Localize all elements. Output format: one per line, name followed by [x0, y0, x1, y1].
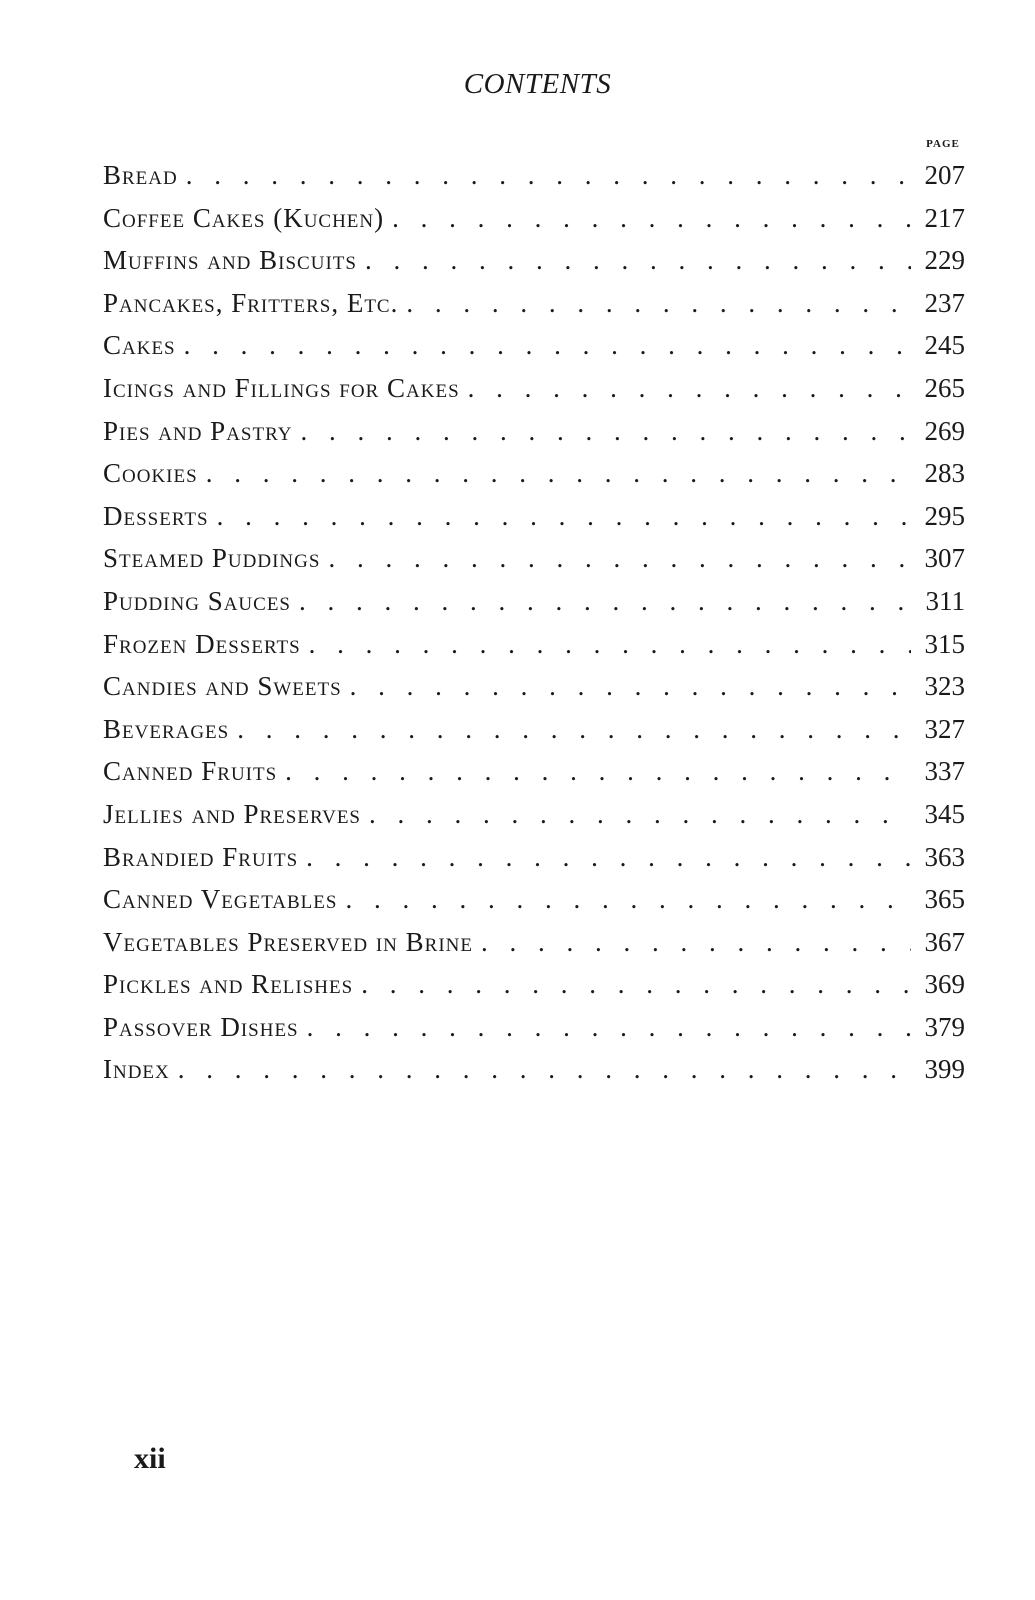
toc-entry: [103, 239, 965, 282]
toc-entry-page: 307: [924, 543, 965, 574]
toc-entry-title: Pudding Sauces: [103, 585, 292, 616]
toc-entry-title: Icings and Fillings for Cakes: [103, 372, 460, 403]
toc-entry: [103, 1006, 965, 1049]
toc-entry-page: 207: [924, 160, 965, 190]
dot-leader: [369, 793, 911, 836]
toc-entry: [103, 324, 965, 367]
toc-entry-title: Steamed Puddings: [103, 543, 321, 574]
toc-entry: [103, 623, 965, 666]
toc-entry-page: 237: [924, 287, 965, 318]
toc-entry-page: 217: [924, 202, 965, 233]
dot-leader: [392, 197, 911, 240]
toc-entry-title: Pickles and Relishes: [103, 969, 354, 1000]
toc-entry-page: 367: [924, 926, 965, 957]
toc-entry-title: Muffins and Biscuits: [103, 245, 357, 276]
toc-entry-page: 311: [925, 585, 965, 616]
dot-leader: [299, 580, 911, 623]
toc-entry-title: Cookies: [103, 458, 198, 489]
toc-entry: [103, 921, 965, 964]
toc-entry-page: 365: [924, 884, 965, 915]
toc-entry: [103, 154, 965, 197]
toc-entry-page: 369: [924, 969, 965, 1000]
table-of-contents: [103, 154, 965, 1091]
dot-leader: [481, 921, 911, 964]
toc-entry: [103, 665, 965, 708]
dot-leader: [206, 452, 911, 495]
toc-entry-title: Canned Fruits: [103, 756, 278, 787]
toc-entry: [103, 1048, 965, 1091]
toc-entry-title: Candies and Sweets: [103, 671, 342, 702]
toc-entry-page: 379: [924, 1011, 965, 1042]
toc-entry-page: 363: [924, 841, 965, 872]
toc-entry-title: Beverages: [103, 713, 230, 744]
toc-entry-page: 323: [924, 671, 965, 702]
toc-entry: [103, 963, 965, 1006]
dot-leader: [365, 239, 911, 282]
toc-entry: [103, 580, 965, 623]
dot-leader: [217, 495, 911, 538]
toc-entry: [103, 750, 965, 793]
toc-entry-page: 327: [924, 713, 965, 744]
dot-leader: [468, 367, 911, 410]
toc-entry: [103, 836, 965, 879]
toc-entry-title: Pancakes, Fritters, Etc.: [103, 287, 399, 318]
toc-entry-page: 295: [924, 500, 965, 531]
dot-leader: [309, 623, 911, 666]
dot-leader: [328, 537, 911, 580]
toc-entry-page: 315: [924, 628, 965, 659]
dot-leader: [406, 282, 911, 325]
toc-entry: [103, 537, 965, 580]
toc-entry-page: 283: [924, 458, 965, 489]
toc-entry: [103, 878, 965, 921]
toc-entry-title: Index: [103, 1054, 170, 1085]
toc-entry: [103, 452, 965, 495]
dot-leader: [300, 410, 911, 453]
dot-leader: [307, 1006, 911, 1049]
toc-entry-title: Pies and Pastry: [103, 415, 293, 446]
toc-entry-title: Coffee Cakes (Kuchen): [103, 202, 385, 233]
toc-entry: [103, 282, 965, 325]
dot-leader: [237, 708, 911, 751]
toc-entry-page: 337: [924, 756, 965, 787]
toc-entry-page: 269: [924, 415, 965, 446]
toc-entry-title: Cakes: [103, 330, 176, 361]
toc-entry-title: Jellies and Preserves: [103, 798, 362, 829]
toc-entry-page: 229: [924, 245, 965, 276]
dot-leader: [178, 1048, 911, 1091]
dot-leader: [285, 750, 911, 793]
toc-entry: [103, 197, 965, 240]
toc-entry-page: 399: [924, 1054, 965, 1085]
dot-leader: [345, 878, 911, 921]
dot-leader: [184, 324, 911, 367]
toc-entry: [103, 410, 965, 453]
page-title: CONTENTS: [463, 68, 612, 100]
toc-entry-title: Desserts: [103, 500, 209, 531]
toc-entry-title: Frozen Desserts: [103, 628, 301, 659]
toc-entry: [103, 495, 965, 538]
toc-entry: [103, 793, 965, 836]
toc-entry-title: Passover Dishes: [103, 1011, 299, 1042]
dot-leader: [186, 154, 911, 197]
dot-leader: [361, 963, 911, 1006]
toc-entry-page: 345: [924, 798, 965, 829]
toc-entry-title: Bread: [103, 160, 178, 190]
toc-entry-page: 265: [924, 372, 965, 403]
page-number: xii: [134, 1442, 166, 1475]
dot-leader: [350, 665, 911, 708]
toc-entry-page: 245: [924, 330, 965, 361]
toc-entry-title: Vegetables Preserved in Brine: [103, 926, 473, 957]
toc-entry: [103, 367, 965, 410]
toc-entry-title: Canned Vegetables: [103, 884, 338, 915]
toc-entry: [103, 708, 965, 751]
page-column-label: PAGE: [926, 138, 960, 150]
dot-leader: [306, 836, 911, 879]
toc-entry-title: Brandied Fruits: [103, 841, 299, 872]
